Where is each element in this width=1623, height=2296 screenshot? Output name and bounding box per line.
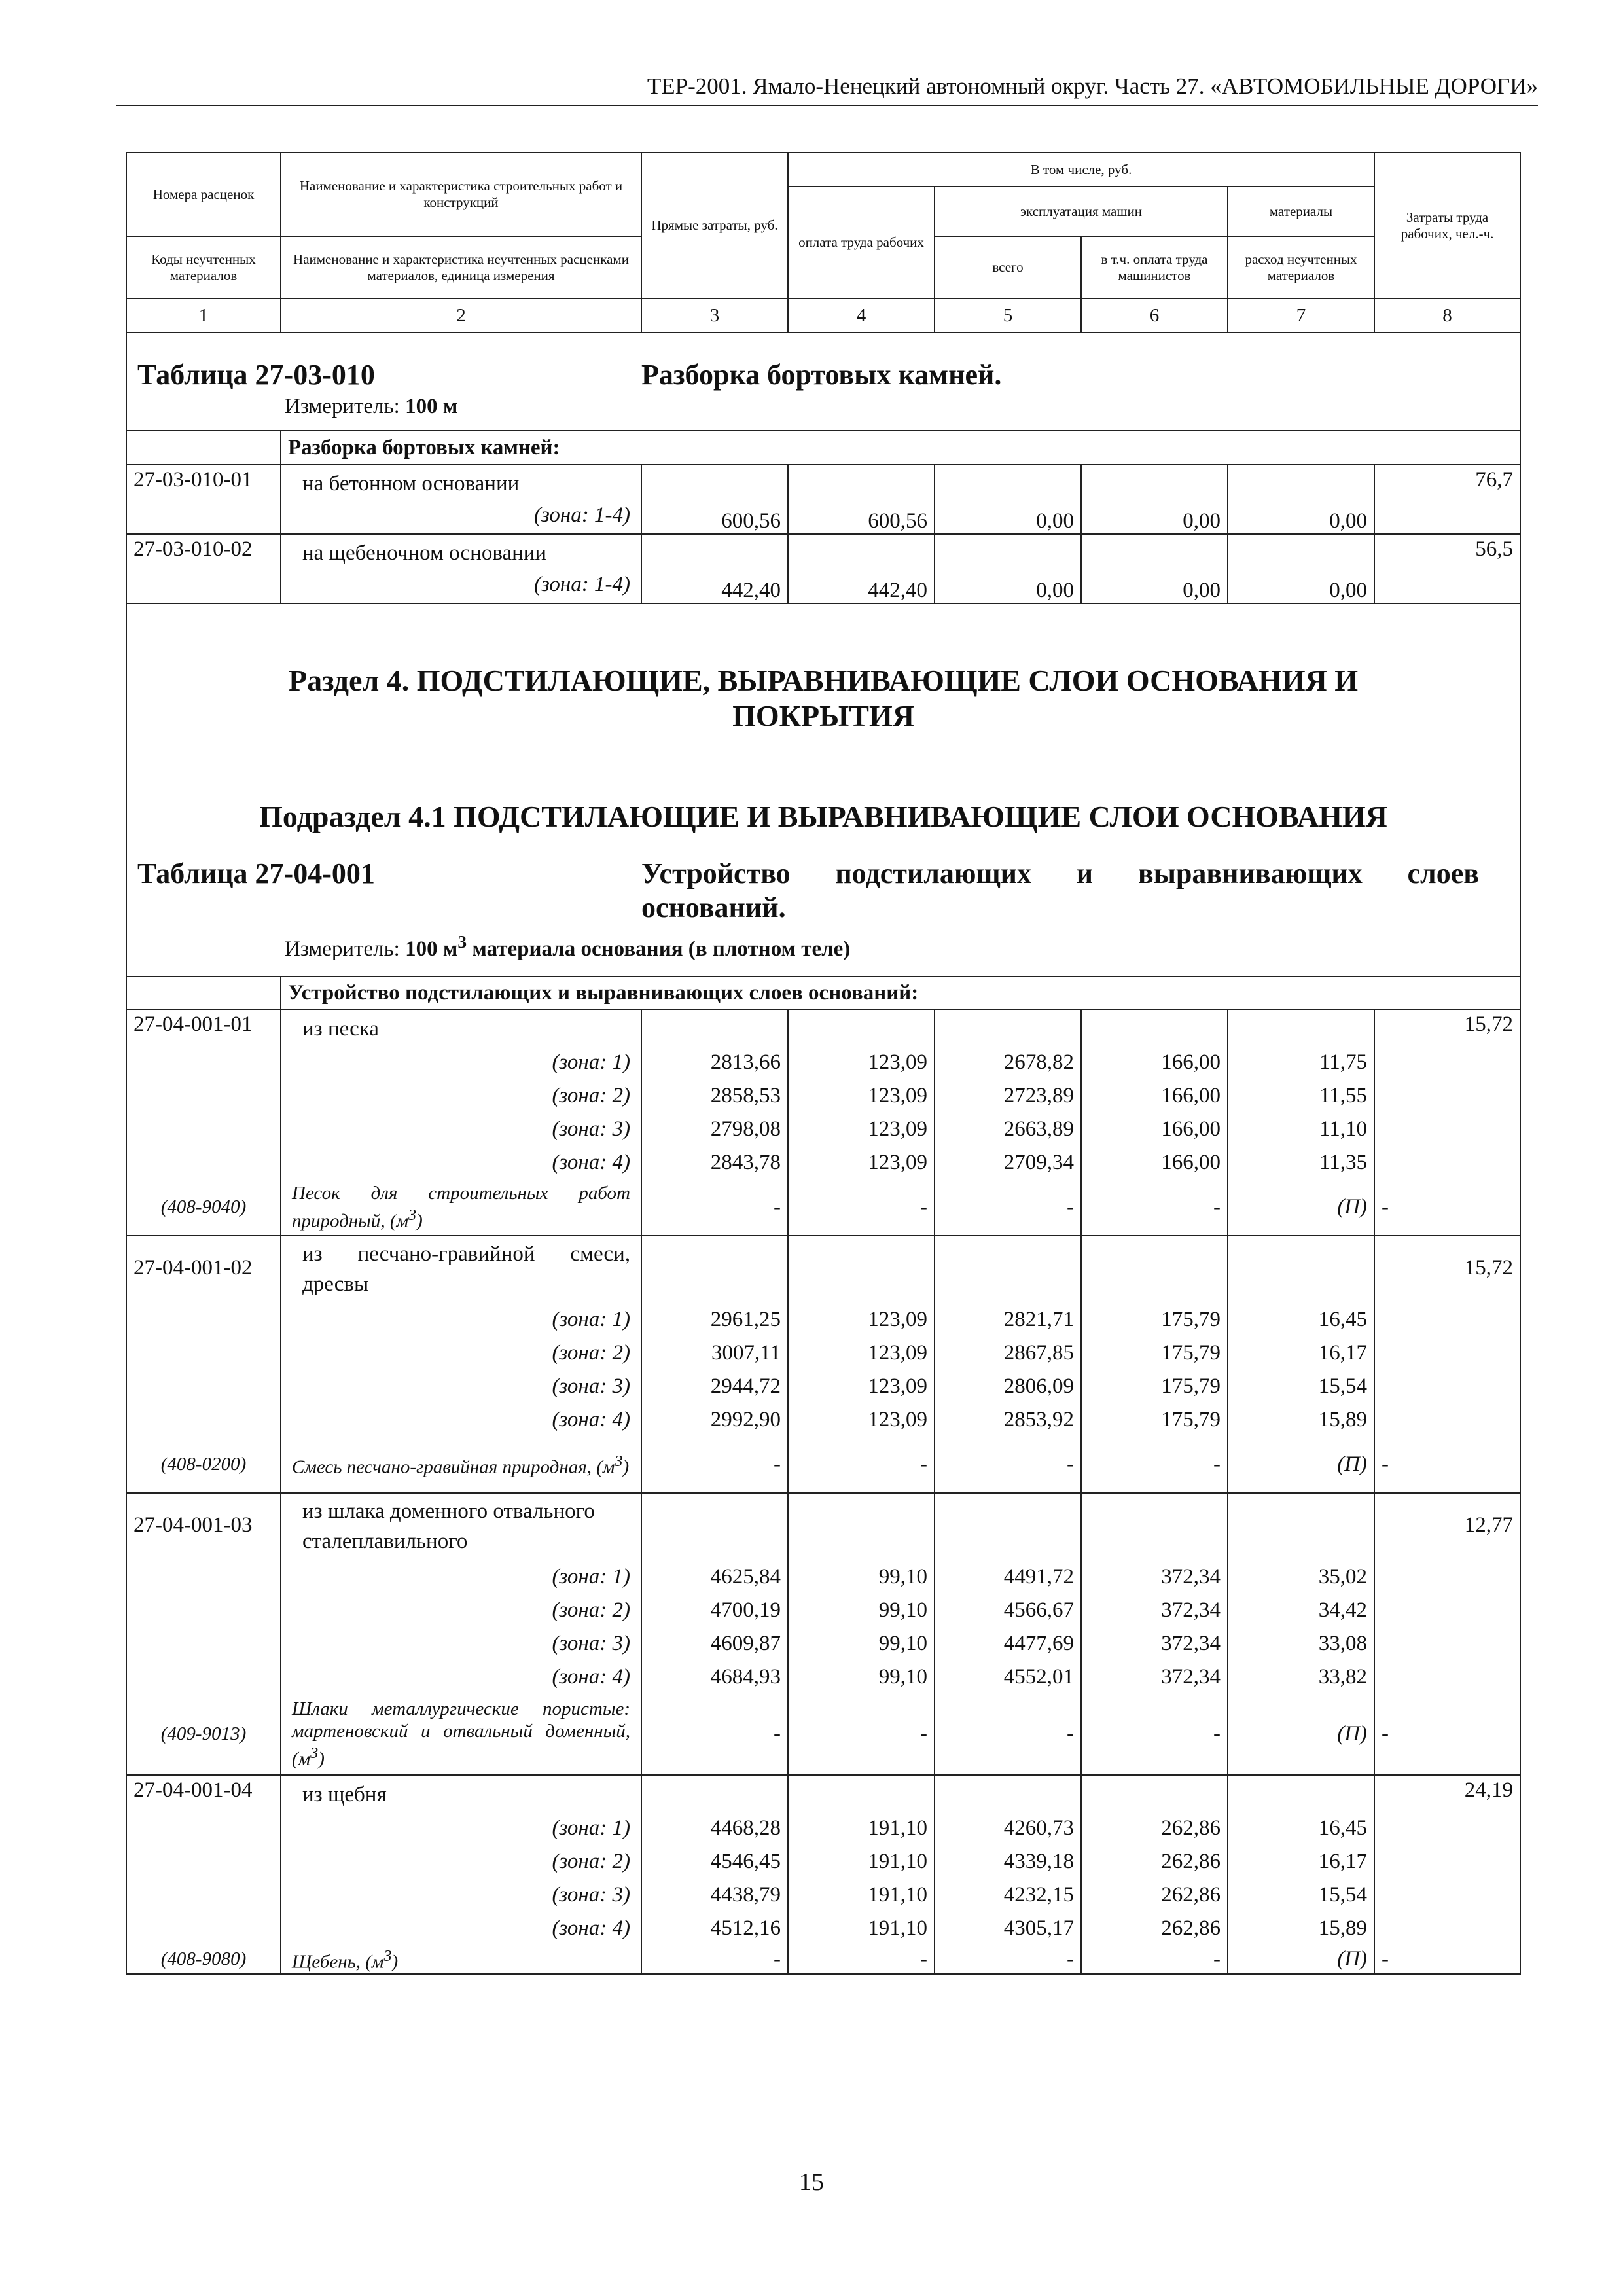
page-number: 15 [799,2168,824,2196]
dash: - [788,1945,935,1974]
dash: - [935,1179,1081,1236]
dash: - [641,1945,788,1974]
col-header-material-codes: Коды неучтенных материалов [126,236,281,298]
machines-total: 4305,17 [1003,1916,1074,1940]
labor-hours: 15,72 [1374,1236,1520,1437]
material-code: (408-0200) [126,1437,281,1493]
zone-label: (зона: 2) [552,1850,630,1873]
direct-cost: 2813,66 [710,1050,781,1074]
materials-cost: 11,75 [1319,1050,1368,1074]
zone-label: (зона: 1-4) [533,573,630,596]
dash: - [1081,1179,1228,1236]
table-label: Таблица 27-03-010 [137,359,375,391]
material-unpriced-mark: (П) [1228,1437,1374,1493]
material-name: Смесь песчано-гравийная природная, $(м^3)$ [281,1437,641,1493]
direct-cost: 4609,87 [710,1632,781,1655]
blank-cell [126,431,281,465]
table-row [126,1775,1520,1945]
table-row [126,465,1520,534]
work-name: на щебеночном основании [302,541,547,565]
col-header-work-name: Наименование и характеристика строительных работ и конструкций [281,152,641,236]
materials-cost: 33,08 [1318,1632,1368,1655]
dash: - [788,1437,935,1493]
machinist-pay: 175,79 [1161,1408,1221,1431]
table-row [126,1493,1520,1694]
subsection-title: Подраздел 4.1 ПОДСТИЛАЮЩИЕ И ВЫРАВНИВАЮЩИЕ СЛОИ ОСНОВАНИЯ [259,800,1387,833]
machines-total: 2806,09 [1003,1374,1074,1398]
dash: - [1374,1437,1520,1493]
material-row [126,1945,1520,1974]
machinist-pay: 262,86 [1161,1850,1221,1873]
zone-label: (зона: 1) [552,1565,630,1588]
material-row [126,1437,1520,1493]
machinist-pay: 166,00 [1161,1050,1221,1074]
machinist-pay: 166,00 [1161,1117,1221,1141]
work-name: из шлака доменного отвального сталеплавильного [302,1499,595,1553]
machinist-pay: 262,86 [1161,1883,1221,1907]
materials-cost: 16,17 [1318,1850,1368,1873]
direct-cost: 2843,78 [710,1151,781,1174]
col-header-direct-costs: Прямые затраты, руб. [641,152,788,298]
col-header-material-names: Наименование и характеристика неучтенных расценками материалов, единица измерения [281,236,641,298]
direct-cost: 2944,72 [710,1374,781,1398]
dash: - [641,1437,788,1493]
rate-code: 27-04-001-04 [126,1775,281,1945]
dash: - [1081,1437,1228,1493]
worker-pay: 99,10 [878,1565,927,1588]
material-name: Щебень, $(м^3)$ [281,1945,641,1974]
worker-pay: 99,10 [878,1598,927,1622]
worker-pay: 123,09 [868,1408,927,1431]
direct-cost: 4546,45 [710,1850,781,1873]
zone-label: (зона: 1) [552,1816,630,1840]
unit-line [137,392,1509,421]
dash: - [1081,1945,1228,1974]
worker-pay: 191,10 [868,1883,927,1907]
dash: - [641,1694,788,1775]
machinist-pay: 0,00 [1081,534,1228,603]
worker-pay: 191,10 [868,1850,927,1873]
work-name: из песка [302,1017,379,1041]
machines-total: 4491,72 [1003,1565,1074,1588]
dash: - [935,1694,1081,1775]
col-number: 4 [788,298,935,332]
machinist-pay: 175,79 [1161,1374,1221,1398]
unit-exponent: 3 [457,931,467,952]
worker-pay: 123,09 [868,1374,927,1398]
machines-total: 2709,34 [1003,1151,1074,1174]
material-row [126,1694,1520,1775]
materials-cost: 16,45 [1318,1816,1368,1840]
material-code: (409-9013) [126,1694,281,1775]
table-title: Разборка бортовых камней. [641,359,1002,391]
col-number: 3 [641,298,788,332]
group-heading: Разборка бортовых камней: [281,431,1520,465]
dash: - [788,1179,935,1236]
worker-pay: 442,40 [788,534,935,603]
rate-code: 27-04-001-03 [126,1493,281,1694]
material-name: Песок для строительных работ природный, $(м^3)$ [281,1179,641,1236]
direct-cost: 2961,25 [710,1308,781,1331]
unit-label: Измеритель: [285,937,400,961]
machinist-pay: 372,34 [1161,1565,1221,1588]
machinist-pay: 0,00 [1081,465,1228,534]
col-header-rate-numbers: Номера расценок [126,152,281,236]
dash: - [1374,1694,1520,1775]
worker-pay: 123,09 [868,1341,927,1365]
table-row [126,1236,1520,1437]
dash: - [1374,1179,1520,1236]
machinist-pay: 262,86 [1161,1916,1221,1940]
worker-pay: 123,09 [868,1050,927,1074]
machinist-pay: 166,00 [1161,1084,1221,1107]
machinist-pay: 175,79 [1161,1341,1221,1365]
machines-total: 0,00 [935,465,1081,534]
zone-label: (зона: 1-4) [533,503,630,527]
worker-pay: 99,10 [878,1632,927,1655]
dash: - [935,1945,1081,1974]
material-name: Шлаки металлургические пористые: мартеновский и отвальный доменный, $(м^3)$ [281,1694,641,1775]
machines-total: 4477,69 [1003,1632,1074,1655]
col-number: 8 [1374,298,1520,332]
worker-pay: 191,10 [868,1916,927,1940]
materials-cost: 0,00 [1228,534,1374,603]
zone-label: (зона: 1) [552,1050,630,1074]
col-number: 7 [1228,298,1374,332]
machines-total: 4552,01 [1003,1665,1074,1689]
worker-pay: 191,10 [868,1816,927,1840]
machinist-pay: 372,34 [1161,1632,1221,1655]
direct-cost: 4468,28 [710,1816,781,1840]
direct-cost: 4625,84 [710,1565,781,1588]
work-name: из щебня [302,1783,387,1806]
direct-cost: 2992,90 [710,1408,781,1431]
zone-label: (зона: 4) [552,1151,630,1174]
materials-cost: 11,10 [1319,1117,1368,1141]
zone-label: (зона: 4) [552,1916,630,1940]
col-header-materials: материалы [1228,187,1374,236]
direct-cost: 4512,16 [710,1916,781,1940]
labor-hours: 56,5 [1374,534,1520,603]
material-code: (408-9040) [126,1179,281,1236]
material-unpriced-mark: (П) [1228,1179,1374,1236]
work-name: на бетонном основании [302,472,520,495]
col-header-machines: эксплуатация машин [935,187,1228,236]
col-header-machines-total: всего [935,236,1081,298]
worker-pay: 123,09 [868,1308,927,1331]
machines-total: 0,00 [935,534,1081,603]
materials-cost: 15,54 [1318,1883,1368,1907]
direct-cost: 4700,19 [710,1598,781,1622]
materials-cost: 0,00 [1228,465,1374,534]
machines-total: 2723,89 [1003,1084,1074,1107]
worker-pay: 123,09 [868,1117,927,1141]
dash: - [1374,1945,1520,1974]
rate-code: 27-04-001-02 [126,1236,281,1437]
unit-value: 100 м [405,937,458,961]
unit-line [137,925,1509,963]
unit-label: Измеритель: [285,395,400,418]
material-row [126,1179,1520,1236]
materials-cost: 15,89 [1318,1408,1368,1431]
zone-label: (зона: 3) [552,1374,630,1398]
worker-pay: 600,56 [788,465,935,534]
group-heading: Устройство подстилающих и выравнивающих слоев оснований: [281,977,1520,1009]
materials-cost: 11,35 [1319,1151,1368,1174]
direct-cost: 2798,08 [710,1117,781,1141]
labor-hours: 24,19 [1374,1775,1520,1945]
rate-code: 27-03-010-02 [126,534,281,603]
table-row [126,534,1520,603]
machines-total: 4260,73 [1003,1816,1074,1840]
machines-total: 2678,82 [1003,1050,1074,1074]
materials-cost: 11,55 [1319,1084,1368,1107]
direct-cost: 4438,79 [710,1883,781,1907]
worker-pay: 123,09 [868,1084,927,1107]
material-unpriced-mark: (П) [1228,1694,1374,1775]
direct-cost: 4684,93 [710,1665,781,1689]
machinist-pay: 372,34 [1161,1665,1221,1689]
col-number: 6 [1081,298,1228,332]
col-header-machinist-pay: в т.ч. оплата труда машинистов [1081,236,1228,298]
direct-cost: 3007,11 [711,1341,781,1365]
section-block [126,603,1520,977]
col-header-labor-hours: Затраты труда рабочих, чел.-ч. [1374,152,1520,298]
material-code: (408-9080) [126,1945,281,1974]
materials-cost: 15,54 [1318,1374,1368,1398]
materials-cost: 15,89 [1318,1916,1368,1940]
zone-label: (зона: 3) [552,1632,630,1655]
materials-cost: 33,82 [1318,1665,1368,1689]
col-number: 2 [281,298,641,332]
work-name: из песчано-гравийной смеси, дресвы [302,1242,630,1296]
table-row [126,1009,1520,1179]
rate-code: 27-03-010-01 [126,465,281,534]
materials-cost: 16,17 [1318,1341,1368,1365]
materials-cost: 16,45 [1318,1308,1368,1331]
zone-label: (зона: 2) [552,1084,630,1107]
zone-label: (зона: 3) [552,1883,630,1907]
machines-total: 2853,92 [1003,1408,1074,1431]
machines-total: 2663,89 [1003,1117,1074,1141]
machinist-pay: 166,00 [1161,1151,1221,1174]
col-number: 1 [126,298,281,332]
dash: - [641,1179,788,1236]
machines-total: 4232,15 [1003,1883,1074,1907]
materials-cost: 35,02 [1318,1565,1368,1588]
materials-cost: 34,42 [1318,1598,1368,1622]
machinist-pay: 262,86 [1161,1816,1221,1840]
direct-cost: 2858,53 [710,1084,781,1107]
zone-label: (зона: 3) [552,1117,630,1141]
section-title: Раздел 4. ПОДСТИЛАЮЩИЕ, ВЫРАВНИВАЮЩИЕ СЛОИ ОСНОВАНИЯ И ПОКРЫТИЯ [289,664,1359,732]
zone-label: (зона: 4) [552,1665,630,1689]
running-header: ТЕР-2001. Ямало-Ненецкий автономный округ. Часть 27. «АВТОМОБИЛЬНЫЕ ДОРОГИ» [116,68,1538,106]
blank-cell [126,977,281,1009]
worker-pay: 123,09 [868,1151,927,1174]
unit-value: 100 м [405,395,458,418]
table-label: Таблица 27-04-001 [137,857,375,889]
zone-label: (зона: 1) [552,1308,630,1331]
zone-label: (зона: 4) [552,1408,630,1431]
machines-total: 4339,18 [1003,1850,1074,1873]
dash: - [935,1437,1081,1493]
unit-description: материала основания (в плотном теле) [467,937,851,961]
dash: - [788,1694,935,1775]
dash: - [1081,1694,1228,1775]
zone-label: (зона: 2) [552,1341,630,1365]
zone-label: (зона: 2) [552,1598,630,1622]
labor-hours: 76,7 [1374,465,1520,534]
material-unpriced-mark: (П) [1228,1945,1374,1974]
machines-total: 2821,71 [1003,1308,1074,1331]
col-header-material-usage: расход неучтенных материалов [1228,236,1374,298]
machines-total: 4566,67 [1003,1598,1074,1622]
labor-hours: 15,72 [1374,1009,1520,1179]
direct-cost: 600,56 [641,465,788,534]
rates-table [126,152,1521,1975]
worker-pay: 99,10 [878,1665,927,1689]
machinist-pay: 372,34 [1161,1598,1221,1622]
machinist-pay: 175,79 [1161,1308,1221,1331]
col-header-including: В том числе, руб. [788,152,1374,187]
col-number: 5 [935,298,1081,332]
rate-code: 27-04-001-01 [126,1009,281,1179]
col-header-worker-pay: оплата труда рабочих [788,187,935,298]
table-heading-block [126,332,1520,431]
direct-cost: 442,40 [641,534,788,603]
table-title: Устройство подстилающих и выравнивающих слоев оснований. [641,857,1479,924]
machines-total: 2867,85 [1003,1341,1074,1365]
labor-hours: 12,77 [1374,1493,1520,1694]
